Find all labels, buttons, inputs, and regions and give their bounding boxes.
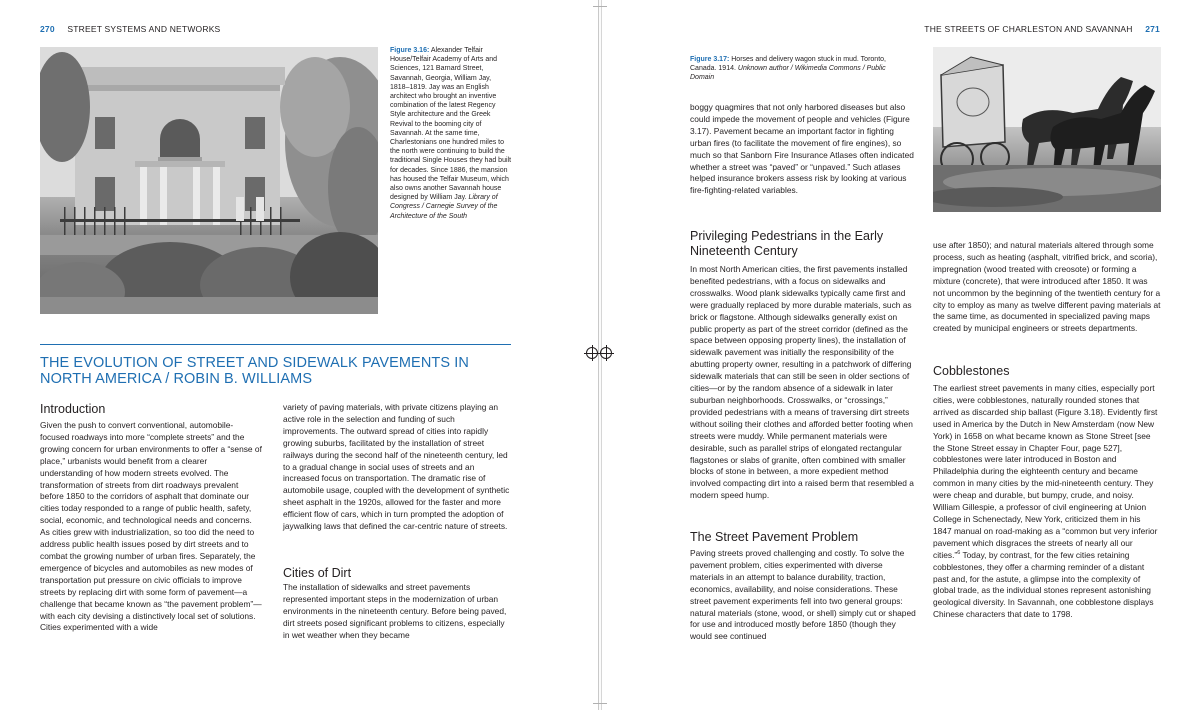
cobblestones-text [933, 383, 1161, 621]
page-number-left: 270 [40, 24, 55, 34]
running-head-title-left: STREET SYSTEMS AND NETWORKS [67, 24, 221, 34]
figure-3-16-credit: Library of Congress / Carnegie Survey of the Architecture of the South [390, 194, 498, 220]
left-column2-text: variety of paving materials, with private citizens playing an active role in the selection and funding of such improvements. The outward spread of cities into rapidly growing suburbs, facilitated by the installation of street railways during the second half of the nineteenth century, led to a gradual change in social uses of streets and an increased focus on transportation. The dramatic rise of automobile usage, coupled with the development of synthetic sheet asphalt in the 1920s, allowed for the faster and more efficient flow of cars, which in turn prompted the adoption of jaywalking laws that defined the car-centric nature of streets. [283, 402, 510, 532]
right-top-text: boggy quagmires that not only harbored diseases but also could impede the movement of people and vehicles (Figure 3.17). Pavement became an important factor in fighting urban fires (to facilitate the movement of fire engines), so much so that Sanborn Fire Insurance Atlases often indicated whether a street was “paved” or “unpaved.” Such atlases helped insurance brokers assess risk by looking at various fire-fighting-related variables. [690, 102, 914, 196]
cities-of-dirt-text: The installation of sidewalks and street pavements represented important steps in the modernization of urban environments in the nineteenth century. Before being paved, dirt streets posed significant problems to citizens, especially in wet weather when they became [283, 582, 507, 640]
figure-3-17-label: Figure 3.17: [690, 56, 730, 63]
privileging-pedestrians-text: In most North American cities, the first pavements installed benefited pedestrians, with a focus on sidewalks and crosswalks. Wood plank sidewalks typically came first and were gradually replaced by more durable materials, such as brick or flagstone. Although sidewalks generally exist on public property as part of the street corridor (defined as the space between opposing property lines), the installation of sidewalk pavement was initially the responsibility of the abutting property owner, resulting in a patchwork of differing sidewalk materials that can still be seen in older sections of cities—or by the random absence of a sidewalk in later suburban neighborhoods. Crosswalks, or “crossings,” provided pedestrians with a means of traversing dirt streets without soiling their clothes and afforded better footing when streets were muddy. While permanent materials were desirable, such as parallel strips of elongated rectangular flagstones or slabs of granite, often combined with smaller blocks of stone in between, a more expedient method involved compacting dirt into a raised berm that resembled a modern speed hump. [690, 264, 914, 501]
heading-introduction: Introduction [40, 402, 106, 416]
right-column2-text: use after 1850); and natural materials altered through some process, such as heating (asphalt, vitrified brick, and scoria), impregnation (wood treated with creosote) or forming a mixture (concrete), that were introduced after 1850. It was not uncommon by the beginning of the twentieth century for a city to employ as many as twelve different paving materials at the same time, as documented in specialized paving maps created by municipal engineers or streets departments. [933, 240, 1161, 334]
heading-privileging-pedestrians: Privileging Pedestrians in the Early Nineteenth Century [690, 229, 884, 258]
figure-3-16-text: Alexander Telfair House/Telfair Academy of Arts and Sciences, 121 Barnard Street, Savannah, Georgia, William Jay, 1818–1819. Jay was an English architect who brought an inventive combination of the latest Regency Style architecture and the Greek Revival to the booming city of Savannah. At the same time, Charlestonians one hundred miles to the north were continuing to build the traditional Single Houses they had built for decades. Since 1886, the mansion has housed the Telfair Museum, which also owns another Savannah house designed by William Jay. [390, 47, 512, 202]
cobblestones-text-part1: The earliest street pavements in many cities, especially port cities, were cobblestones, naturally rounded stones that arrived as discarded ship ballast (Figure 3.18). Evidently first used in America by the Dutch in New Amsterdam (now New York) in 1658 on what became known as Stone Street [see the Stone Street essay in Chapter Four, page 527], cobblestones were later introduced in Boston and Philadelphia during the eighteenth century and became common in many cities by the mid-nineteenth century. They were cheap and durable, but bumpy, crude, and noisy. William Gillespie, a professor of civil engineering at Union College in Schenectady, New York, criticized them in his 1847 manual on road-making as a “common but very inferior pavement which disgraces the streets of nearly all our cities.” [933, 383, 1158, 560]
heading-cities-of-dirt: Cities of Dirt [283, 566, 352, 580]
horses-wagon-photo [933, 47, 1161, 212]
figure-3-17-text: Horses and delivery wagon stuck in mud. Toronto, Canada. 1914. [690, 56, 886, 73]
figure-3-17-caption [690, 55, 910, 83]
introduction-text: Given the push to convert conventional, automobile-focused roadways into more “complete streets” and the growing concern for urban environments to offer a “sense of place,” urbanists would benefit from a clearer understanding of how modern streets evolved. The transformation of streets from dirt roadways prevalent before 1850 to the corridors of asphalt that dominate our cities today responded to a range of public health, safety, social, economic, and technological needs and concerns. As cities grew with industrialization, so too did the need to address public health issues posed by dirt streets and to combat the growing number of urban fires. Separately, the emergence of bicycles and automobiles as new modes of transportation put pressure on civic officials to improve streets by replacing dirt with some form of pavement—a challenge that became known as “the pavement problem”—with each city devising a distinctively local set of solutions. Cities experimented with a wide [40, 420, 262, 633]
heading-street-pavement-problem: The Street Pavement Problem [690, 530, 859, 544]
page-number-right: 271 [1145, 24, 1160, 34]
running-head-right [924, 24, 1160, 34]
cobblestones-text-part2: Today, by contrast, for the few cities retaining cobblestones, they offer a charming reminder of a distant past and, for the astute, a glimpse into the complexity of global trade, as the individual stones represent astonishing geological diversity. In Savannah, one cobblestone displays Chinese characters that date to 1798. [933, 549, 1154, 620]
footnote-reference[interactable]: 6 [957, 549, 961, 556]
figure-3-16-label: Figure 3.16: [390, 47, 430, 54]
heading-cobblestones: Cobblestones [933, 364, 1010, 378]
figure-3-17-credit: Unknown author / Wikimedia Commons / Public Domain [690, 65, 886, 82]
running-head-title-right: THE STREETS OF CHARLESTON AND SAVANNAH [924, 24, 1133, 34]
street-pavement-problem-text: Paving streets proved challenging and costly. To solve the pavement problem, cities experimented with diverse materials in an attempt to balance durability, traction, economics, availability, and noise considerations. These street pavement experiments fell into two general groups: natural materials (stone, wood, or shell) simply cut or shaped for use and introduced mostly before 1850 (though they would see continued [690, 548, 916, 642]
essay-title: THE EVOLUTION OF STREET AND SIDEWALK PAVEMENTS IN NORTH AMERICA / ROBIN B. WILLIAMS [40, 355, 469, 387]
